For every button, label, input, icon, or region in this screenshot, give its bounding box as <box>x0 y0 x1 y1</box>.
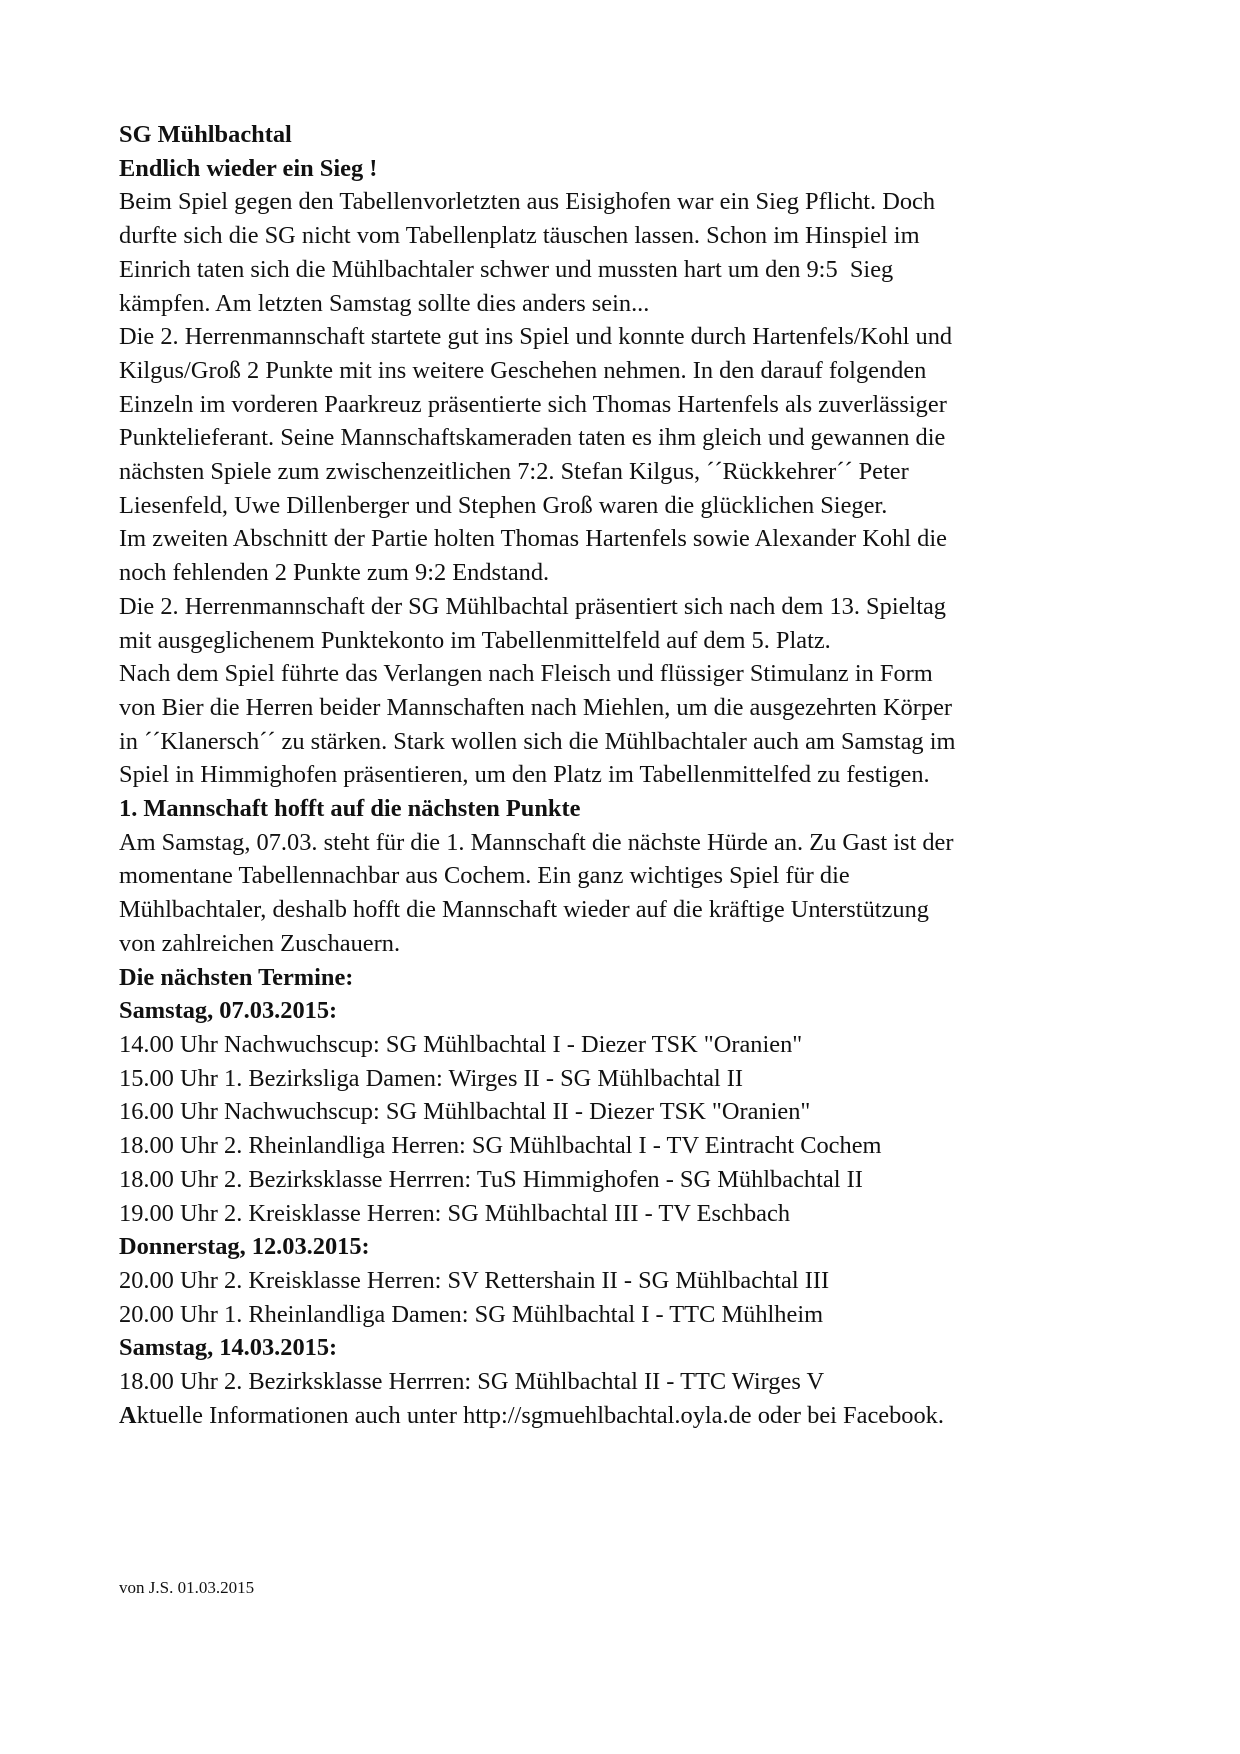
document-page <box>119 118 1129 1432</box>
schedule-match: 19.00 Uhr 2. Kreisklasse Herren: SG Mühlbachtal III - TV Eschbach <box>119 1199 791 1227</box>
text-line: von Bier die Herren beider Mannschaften nach Miehlen, um die ausgezehrten Körper <box>119 693 953 721</box>
schedule-date: Donnerstag, 12.03.2015: <box>119 1233 370 1261</box>
section-heading-first-team: 1. Mannschaft hofft auf die nächsten Punkte <box>119 795 581 823</box>
text-line: in ´´Klanersch´´ zu stärken. Stark wollen sich die Mühlbachtaler auch am Samstag im <box>119 727 956 755</box>
article-paragraph-5 <box>119 657 1129 792</box>
schedule-match: 18.00 Uhr 2. Rheinlandliga Herren: SG Mühlbachtal I - TV Eintracht Cochem <box>119 1132 882 1160</box>
document-title: SG Mühlbachtal <box>119 121 292 148</box>
text-line: durfte sich die SG nicht vom Tabellenplatz täuschen lassen. Schon im Hinspiel im <box>119 222 920 250</box>
text-line: Die 2. Herrenmannschaft der SG Mühlbachtal präsentiert sich nach dem 13. Spieltag <box>119 592 946 620</box>
schedule-day <box>119 1331 1129 1398</box>
text-line: Nach dem Spiel führte das Verlangen nach Fleisch und flüssiger Stimulanz in Form <box>119 660 933 688</box>
text-line: Liesenfeld, Uwe Dillenberger und Stephen Groß waren die glücklichen Sieger. <box>119 491 888 519</box>
article-paragraph-4 <box>119 590 1129 657</box>
schedule-match: 18.00 Uhr 2. Bezirksklasse Herrren: SG Mühlbachtal II - TTC Wirges V <box>119 1368 825 1396</box>
schedule-day <box>119 1230 1129 1331</box>
text-line: mit ausgeglichenem Punktekonto im Tabellenmittelfeld auf dem 5. Platz. <box>119 626 831 654</box>
text-line: Mühlbachtaler, deshalb hofft die Mannschaft wieder auf die kräftige Unterstützung <box>119 896 929 924</box>
text-line: Einzeln im vorderen Paarkreuz präsentierte sich Thomas Hartenfels als zuverlässiger <box>119 390 947 418</box>
text-line: noch fehlenden 2 Punkte zum 9:2 Endstand. <box>119 559 550 587</box>
info-line <box>119 1399 1129 1433</box>
text-line: Einrich taten sich die Mühlbachtaler schwer und mussten hart um den 9:5 Sieg <box>119 255 894 283</box>
text-line: Punktelieferant. Seine Mannschaftskameraden taten es ihm gleich und gewannen die <box>119 424 946 452</box>
schedule-match: 18.00 Uhr 2. Bezirksklasse Herrren: TuS Himmighofen - SG Mühlbachtal II <box>119 1165 863 1193</box>
schedule-date: Samstag, 14.03.2015: <box>119 1334 338 1362</box>
schedule-date: Samstag, 07.03.2015: <box>119 997 338 1025</box>
schedule-match: 15.00 Uhr 1. Bezirksliga Damen: Wirges II - SG Mühlbachtal II <box>119 1064 744 1092</box>
schedule-heading: Die nächsten Termine: <box>119 963 354 991</box>
article-paragraph-1 <box>119 185 1129 320</box>
author-footer: von J.S. 01.03.2015 <box>119 1578 255 1597</box>
first-team-paragraph <box>119 826 1129 961</box>
info-text: ktuelle Informationen auch unter http://sgmuehlbachtal.oyla.de oder bei Facebook. <box>136 1401 944 1429</box>
text-line: Die 2. Herrenmannschaft startete gut ins Spiel und konnte durch Hartenfels/Kohl und <box>119 323 953 351</box>
text-line: von zahlreichen Zuschauern. <box>119 929 401 957</box>
schedule-match: 20.00 Uhr 1. Rheinlandliga Damen: SG Mühlbachtal I - TTC Mühlheim <box>119 1300 824 1328</box>
article-paragraph-2 <box>119 320 1129 522</box>
text-line: kämpfen. Am letzten Samstag sollte dies anders sein... <box>119 289 650 317</box>
schedule-match: 20.00 Uhr 2. Kreisklasse Herren: SV Rettershain II - SG Mühlbachtal III <box>119 1266 830 1294</box>
text-line: Beim Spiel gegen den Tabellenvorletzten aus Eisighofen war ein Sieg Pflicht. Doch <box>119 188 936 216</box>
text-line: Spiel in Himmighofen präsentieren, um den Platz im Tabellenmittelfed zu festigen. <box>119 761 930 789</box>
text-line: Im zweiten Abschnitt der Partie holten Thomas Hartenfels sowie Alexander Kohl die <box>119 525 947 553</box>
text-line: Kilgus/Groß 2 Punkte mit ins weitere Geschehen nehmen. In den darauf folgenden <box>119 356 927 384</box>
text-line: nächsten Spiele zum zwischenzeitlichen 7:2. Stefan Kilgus, ´´Rückkehrer´´ Peter <box>119 458 909 486</box>
schedule-day <box>119 994 1129 1230</box>
schedule-match: 16.00 Uhr Nachwuchscup: SG Mühlbachtal II - Diezer TSK "Oranien" <box>119 1098 811 1126</box>
text-line: Am Samstag, 07.03. steht für die 1. Mannschaft die nächste Hürde an. Zu Gast ist der <box>119 828 954 856</box>
info-initial: A <box>119 1401 137 1429</box>
schedule-match: 14.00 Uhr Nachwuchscup: SG Mühlbachtal I - Diezer TSK "Oranien" <box>119 1030 803 1058</box>
text-line: momentane Tabellennachbar aus Cochem. Ein ganz wichtiges Spiel für die <box>119 862 850 890</box>
article-paragraph-3 <box>119 522 1129 589</box>
article-headline: Endlich wieder ein Sieg ! <box>119 154 378 182</box>
